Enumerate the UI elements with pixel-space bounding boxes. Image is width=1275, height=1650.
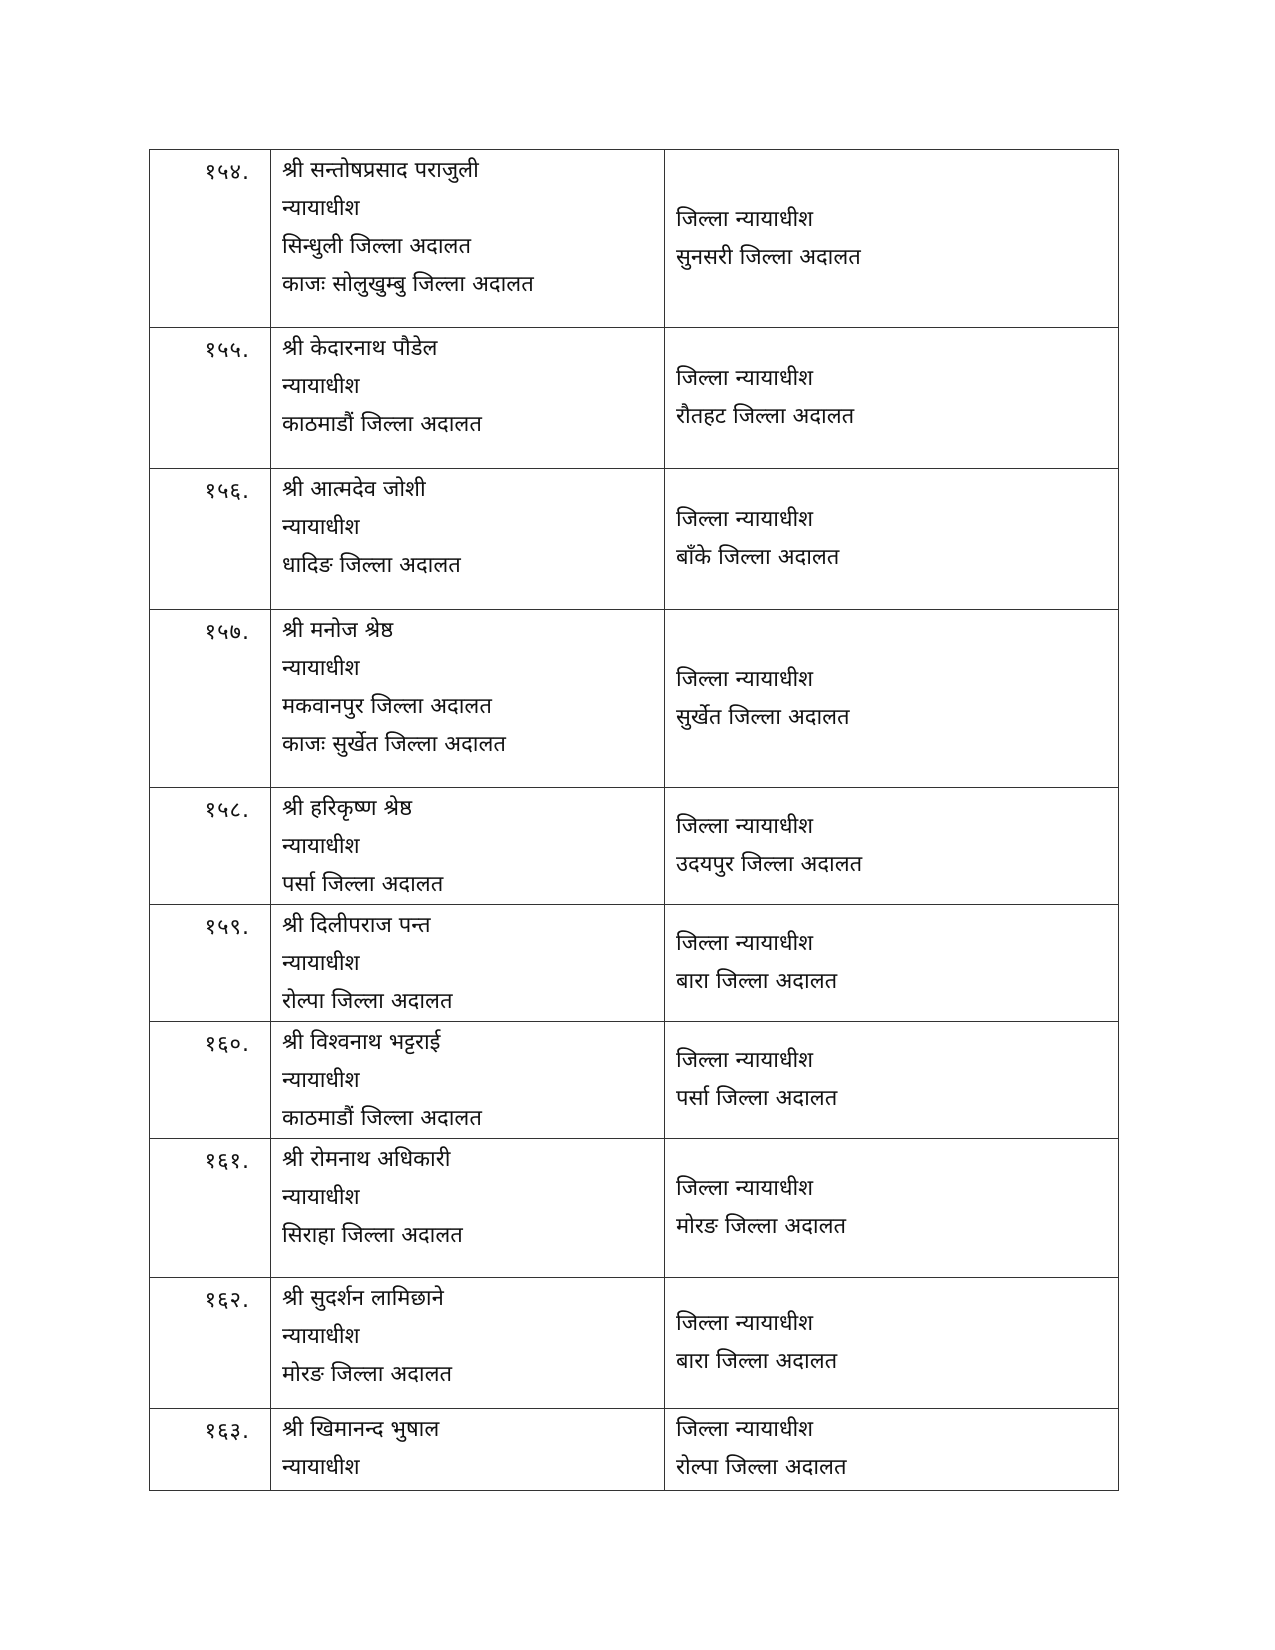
current-court: धादिङ जिल्ला अदालत <box>282 553 461 578</box>
current-post-cell <box>271 905 665 1022</box>
current-designation: न्यायाधीश <box>282 1324 360 1349</box>
current-post-cell <box>271 150 665 328</box>
serial-number-cell: १६०. <box>150 1022 271 1139</box>
current-designation: न्यायाधीश <box>282 951 360 976</box>
acting-court: काजः सोलुखुम्बु जिल्ला अदालत <box>282 272 534 297</box>
serial-number-cell: १५४. <box>150 150 271 328</box>
new-court: उदयपुर जिल्ला अदालत <box>676 852 863 877</box>
new-court: पर्सा जिल्ला अदालत <box>676 1086 838 1111</box>
new-designation: जिल्ला न्यायाधीश <box>676 1417 814 1442</box>
table-body <box>150 150 1119 1491</box>
judge-name: श्री सन्तोषप्रसाद पराजुली <box>282 158 479 183</box>
new-court: रौतहट जिल्ला अदालत <box>676 404 855 429</box>
current-court: मकवानपुर जिल्ला अदालत <box>282 694 492 719</box>
current-court: काठमाडौं जिल्ला अदालत <box>282 412 482 437</box>
current-designation: न्यायाधीश <box>282 1185 360 1210</box>
current-designation: न्यायाधीश <box>282 656 360 681</box>
new-post-cell <box>665 469 1119 610</box>
new-designation: जिल्ला न्यायाधीश <box>676 206 814 232</box>
new-post-cell <box>665 1278 1119 1409</box>
acting-court: काजः सुर्खेत जिल्ला अदालत <box>282 732 506 757</box>
new-designation: जिल्ला न्यायाधीश <box>676 1048 814 1073</box>
current-post-cell <box>271 328 665 469</box>
judge-name: श्री रोमनाथ अधिकारी <box>282 1147 451 1172</box>
table-row <box>150 1139 1119 1278</box>
judge-name: श्री आत्मदेव जोशी <box>282 477 426 502</box>
serial-number-cell: १५९. <box>150 905 271 1022</box>
current-post-cell <box>271 1022 665 1139</box>
current-designation: न्यायाधीश <box>282 834 360 859</box>
table-row <box>150 1022 1119 1139</box>
new-post-cell <box>665 150 1119 328</box>
current-court: काठमाडौं जिल्ला अदालत <box>282 1106 482 1131</box>
current-post-cell <box>271 469 665 610</box>
judge-name: श्री सुदर्शन लामिछाने <box>282 1286 444 1311</box>
serial-number-cell: १५५. <box>150 328 271 469</box>
current-court: सिराहा जिल्ला अदालत <box>282 1223 463 1248</box>
new-designation: जिल्ला न्यायाधीश <box>676 666 814 692</box>
judge-name: श्री विश्वनाथ भट्टराई <box>282 1030 441 1055</box>
current-court: पर्सा जिल्ला अदालत <box>282 872 444 897</box>
new-designation: जिल्ला न्यायाधीश <box>676 507 814 532</box>
current-post-cell <box>271 1139 665 1278</box>
new-court: रोल्पा जिल्ला अदालत <box>676 1455 847 1480</box>
current-post-cell <box>271 610 665 788</box>
table-row <box>150 788 1119 905</box>
serial-number-cell: १५८. <box>150 788 271 905</box>
current-designation: न्यायाधीश <box>282 374 360 399</box>
new-court: मोरङ जिल्ला अदालत <box>676 1214 847 1239</box>
current-post-cell <box>271 788 665 905</box>
current-designation: न्यायाधीश <box>282 1068 360 1093</box>
current-post-cell <box>271 1409 665 1491</box>
current-court: सिन्धुली जिल्ला अदालत <box>282 234 471 259</box>
new-designation: जिल्ला न्यायाधीश <box>676 931 814 956</box>
new-post-cell <box>665 1022 1119 1139</box>
new-post-cell <box>665 1139 1119 1278</box>
judge-name: श्री मनोज श्रेष्ठ <box>282 618 394 643</box>
current-post-cell <box>271 1278 665 1409</box>
new-court: सुर्खेत जिल्ला अदालत <box>676 704 850 730</box>
judge-name: श्री हरिकृष्ण श्रेष्ठ <box>282 796 413 821</box>
current-designation: न्यायाधीश <box>282 1455 360 1480</box>
new-post-cell <box>665 1409 1119 1491</box>
serial-number-cell: १५६. <box>150 469 271 610</box>
new-court: बाँके जिल्ला अदालत <box>676 545 840 570</box>
table-row <box>150 150 1119 328</box>
new-designation: जिल्ला न्यायाधीश <box>676 814 814 839</box>
new-post-cell <box>665 328 1119 469</box>
table-row <box>150 610 1119 788</box>
judge-transfer-table <box>149 149 1119 1491</box>
new-designation: जिल्ला न्यायाधीश <box>676 1311 814 1336</box>
table-row <box>150 469 1119 610</box>
judge-name: श्री केदारनाथ पौडेल <box>282 336 438 361</box>
serial-number-cell: १६१. <box>150 1139 271 1278</box>
new-post-cell <box>665 610 1119 788</box>
table-row <box>150 328 1119 469</box>
serial-number-cell: १६३. <box>150 1409 271 1491</box>
judge-name: श्री दिलीपराज पन्त <box>282 913 431 938</box>
new-post-cell <box>665 788 1119 905</box>
serial-number-cell: १५७. <box>150 610 271 788</box>
current-designation: न्यायाधीश <box>282 196 360 221</box>
new-post-cell <box>665 905 1119 1022</box>
new-court: बारा जिल्ला अदालत <box>676 969 838 994</box>
new-designation: जिल्ला न्यायाधीश <box>676 366 814 391</box>
table-row <box>150 1278 1119 1409</box>
current-court: मोरङ जिल्ला अदालत <box>282 1362 453 1387</box>
new-court: सुनसरी जिल्ला अदालत <box>676 244 861 270</box>
table-row <box>150 1409 1119 1491</box>
table-row <box>150 905 1119 1022</box>
new-court: बारा जिल्ला अदालत <box>676 1349 838 1374</box>
judge-name: श्री खिमानन्द भुषाल <box>282 1417 440 1442</box>
serial-number-cell: १६२. <box>150 1278 271 1409</box>
new-designation: जिल्ला न्यायाधीश <box>676 1176 814 1201</box>
current-designation: न्यायाधीश <box>282 515 360 540</box>
current-court: रोल्पा जिल्ला अदालत <box>282 989 453 1014</box>
